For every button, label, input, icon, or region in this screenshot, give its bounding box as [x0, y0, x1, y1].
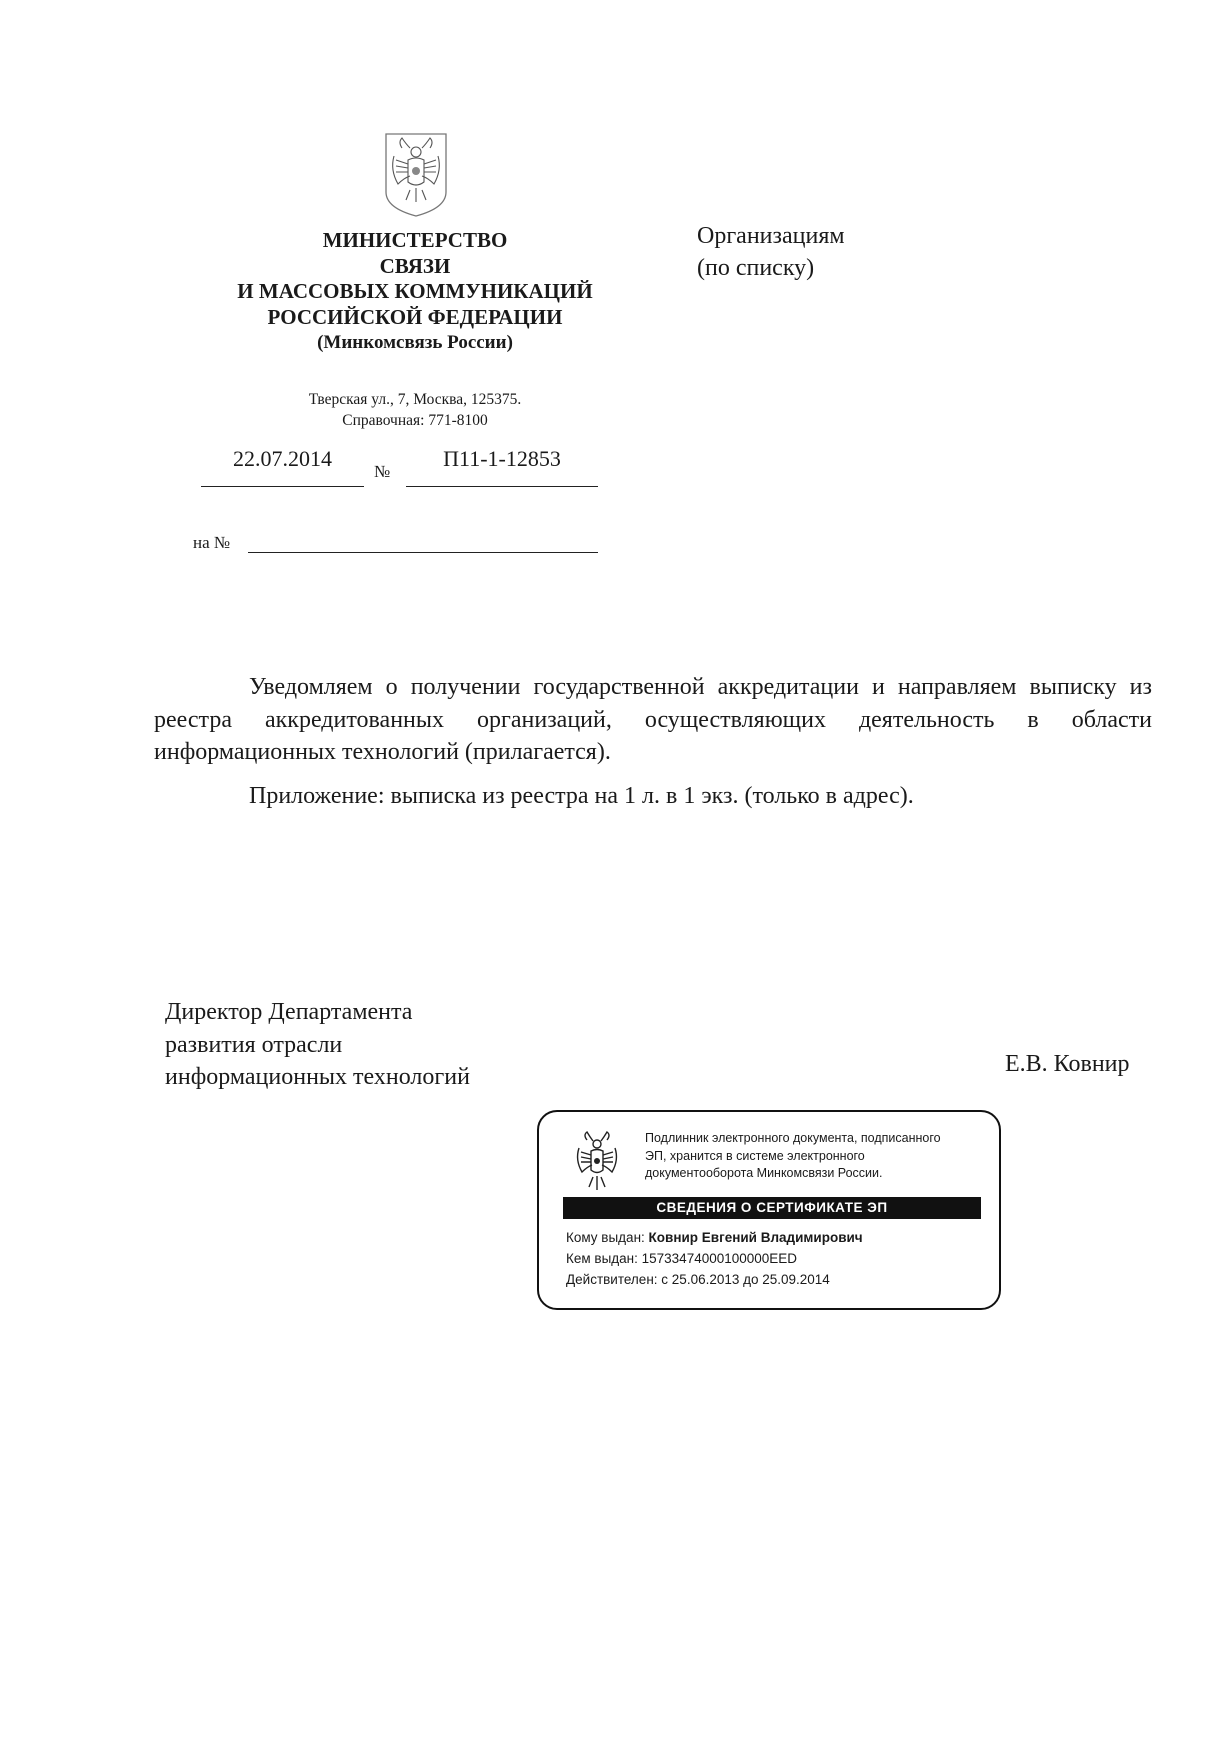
signer-title — [165, 996, 470, 1094]
issuer-label: Кем выдан: — [566, 1251, 638, 1266]
stamp-coat-of-arms-icon — [571, 1130, 623, 1194]
number-underline — [406, 486, 598, 487]
number-sign: № — [374, 462, 391, 481]
owner-value: Ковнир Евгений Владимирович — [648, 1230, 863, 1245]
stamp-note-line: ЭП, хранится в системе электронного — [645, 1148, 865, 1163]
registration-number: П11-1-12853 — [443, 446, 561, 471]
date-underline — [201, 486, 364, 487]
attachment-line: Приложение: выписка из реестра на 1 л. в 1 экз. (только в адрес). — [249, 783, 914, 809]
validity-value: с 25.06.2013 до 25.09.2014 — [661, 1272, 830, 1287]
ministry-line: МИНИСТЕРСТВО — [322, 228, 508, 252]
certificate-validity-row — [566, 1272, 830, 1287]
reference-underline — [248, 552, 598, 553]
ministry-line: РОССИЙСКОЙ ФЕДЕРАЦИИ — [267, 304, 563, 329]
reference-label: на № — [193, 533, 231, 552]
electronic-signature-stamp — [537, 1110, 1001, 1310]
ministry-line: СВЯЗИ — [379, 253, 451, 278]
owner-label: Кому выдан: — [566, 1230, 645, 1245]
recipient-block — [697, 220, 845, 284]
certificate-header-bar: СВЕДЕНИЯ О СЕРТИФИКАТЕ ЭП — [563, 1197, 981, 1219]
address-line: Тверская ул., 7, Москва, 125375. — [308, 391, 522, 408]
ministry-short-name: (Минкомсвязь России) — [317, 332, 513, 353]
signer-name: Е.В. Ковнир — [1005, 1051, 1130, 1077]
ministry-name — [215, 228, 615, 356]
ministry-line: И МАССОВЫХ КОММУНИКАЦИЙ — [237, 279, 593, 303]
certificate-owner-row — [566, 1230, 863, 1245]
ministry-address — [215, 389, 615, 431]
recipient-line: (по списку) — [697, 255, 815, 281]
body-paragraph: Уведомляем о получении государственной аккредитации и направляем выписку из реестра аккредитованных организаций, осуществляющих деятельность в области информационных технологий (прилагается). — [154, 674, 1152, 765]
signer-title-line: информационных технологий — [165, 1064, 470, 1090]
signer-title-line: развития отрасли — [165, 1031, 343, 1058]
stamp-note-line: документооборота Минкомсвязи России. — [645, 1166, 883, 1180]
recipient-line: Организациям — [697, 223, 845, 249]
signer-title-line: Директор Департамента — [165, 999, 413, 1025]
stamp-note — [645, 1130, 985, 1183]
phone-line: Справочная: 771-8100 — [342, 412, 488, 429]
stamp-note-line: Подлинник электронного документа, подписанного — [645, 1131, 941, 1145]
validity-label: Действителен: — [566, 1272, 658, 1287]
registration-date: 22.07.2014 — [233, 446, 332, 471]
issuer-value: 15733474000100000EED — [641, 1251, 798, 1266]
certificate-issuer-row — [566, 1251, 797, 1266]
coat-of-arms-icon — [380, 130, 452, 218]
